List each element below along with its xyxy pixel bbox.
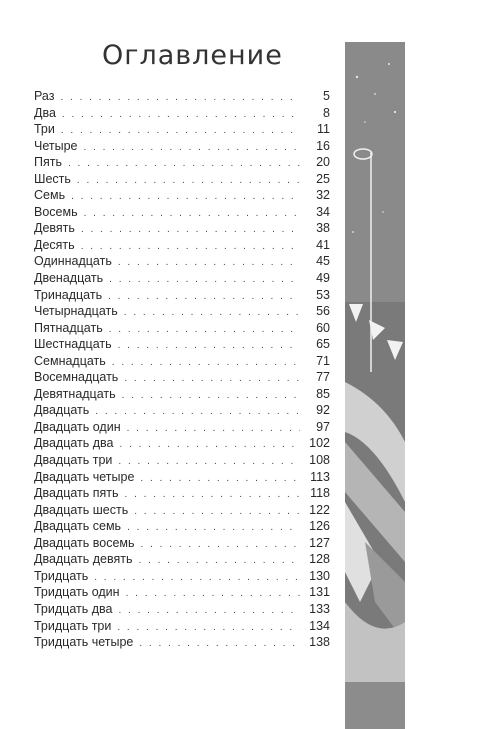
toc-leader-dots — [118, 603, 300, 620]
toc-entry — [34, 154, 330, 171]
toc-leader-dots — [83, 140, 300, 157]
toc-leader-dots — [124, 371, 300, 388]
toc-leader-dots — [109, 322, 300, 339]
toc-entry-label: Двадцать один — [34, 419, 121, 434]
toc-entry-label: Два — [34, 105, 56, 120]
toc-entry — [34, 287, 330, 304]
toc-entry-page: 97 — [316, 419, 330, 434]
table-of-contents — [34, 88, 330, 651]
toc-entry — [34, 320, 330, 337]
toc-entry — [34, 303, 330, 320]
toc-entry-page: 16 — [316, 138, 330, 153]
toc-entry — [34, 634, 330, 651]
toc-entry-label: Тридцать три — [34, 618, 112, 633]
toc-entry-page: 126 — [309, 519, 330, 534]
toc-entry-label: Восемь — [34, 204, 78, 219]
toc-entry-page: 45 — [316, 254, 330, 269]
toc-entry-page: 113 — [310, 469, 330, 484]
toc-leader-dots — [139, 636, 300, 653]
toc-entry-page: 138 — [309, 635, 330, 650]
toc-entry-label: Семнадцать — [34, 353, 106, 368]
toc-entry-label: Семь — [34, 188, 66, 203]
toc-leader-dots — [118, 338, 300, 355]
toc-entry-label: Четырнадцать — [34, 304, 118, 319]
toc-entry-label: Пять — [34, 155, 62, 170]
toc-entry — [34, 336, 330, 353]
toc-leader-dots — [62, 107, 300, 124]
toc-entry-label: Раз — [34, 89, 55, 103]
toc-entry — [34, 171, 330, 188]
toc-entry-label: Три — [34, 122, 55, 137]
toc-leader-dots — [127, 421, 300, 438]
toc-entry — [34, 502, 330, 519]
toc-entry — [34, 386, 330, 403]
toc-entry — [34, 187, 330, 204]
toc-entry-label: Тридцать один — [34, 585, 120, 600]
toc-entry-page: 127 — [309, 535, 330, 550]
toc-leader-dots — [118, 454, 300, 471]
toc-leader-dots — [120, 437, 300, 454]
toc-entry-label: Одиннадцать — [34, 254, 112, 269]
toc-leader-dots — [94, 570, 300, 587]
toc-entry-label: Двадцать восемь — [34, 535, 135, 550]
toc-entry — [34, 518, 330, 535]
toc-entry-label: Тринадцать — [34, 287, 103, 302]
toc-leader-dots — [125, 487, 300, 504]
decorative-illustration-strip — [345, 42, 405, 729]
toc-entry — [34, 535, 330, 552]
toc-leader-dots — [81, 222, 300, 239]
toc-entry-label: Шесть — [34, 171, 71, 186]
toc-entry-page: 133 — [309, 601, 330, 616]
toc-entry-page: 128 — [309, 552, 330, 567]
toc-entry-page: 77 — [316, 370, 330, 385]
toc-entry-page: 25 — [316, 171, 330, 186]
toc-entry — [34, 469, 330, 486]
toc-entry-label: Восемнадцать — [34, 370, 119, 385]
toc-entry — [34, 402, 330, 419]
toc-entry-label: Двадцать — [34, 403, 90, 418]
toc-entry — [34, 584, 330, 601]
toc-entry — [34, 237, 330, 254]
toc-entry-label: Девятнадцать — [34, 386, 116, 401]
toc-leader-dots — [81, 239, 300, 256]
toc-entry — [34, 121, 330, 138]
toc-entry-page: 122 — [309, 502, 330, 517]
toc-entry-page: 118 — [310, 486, 330, 501]
toc-entry-page: 41 — [316, 237, 330, 252]
toc-entry-label: Пятнадцать — [34, 320, 103, 335]
toc-entry — [34, 138, 330, 155]
toc-entry-page: 5 — [323, 89, 330, 103]
toc-leader-dots — [139, 553, 300, 570]
toc-leader-dots — [108, 289, 300, 306]
toc-leader-dots — [95, 404, 300, 421]
toc-entry-page: 71 — [316, 353, 330, 368]
toc-entry — [34, 270, 330, 287]
toc-entry-page: 65 — [316, 337, 330, 352]
toc-entry-label: Двенадцать — [34, 271, 104, 286]
toc-entry-label: Двадцать четыре — [34, 469, 135, 484]
toc-entry-page: 92 — [316, 403, 330, 418]
page-title: Оглавление — [102, 40, 283, 71]
toc-leader-dots — [61, 123, 300, 140]
toc-entry — [34, 551, 330, 568]
toc-entry — [34, 485, 330, 502]
toc-entry-page: 102 — [309, 436, 330, 451]
toc-entry-label: Десять — [34, 237, 75, 252]
toc-leader-dots — [77, 173, 300, 190]
toc-entry-page: 60 — [316, 320, 330, 335]
toc-entry-page: 38 — [316, 221, 330, 236]
toc-leader-dots — [124, 305, 300, 322]
toc-leader-dots — [122, 388, 300, 405]
toc-entry — [34, 204, 330, 221]
toc-entry-label: Двадцать шесть — [34, 502, 129, 517]
toc-entry-page: 108 — [309, 453, 330, 468]
toc-entry-label: Двадцать два — [34, 436, 114, 451]
toc-entry-label: Девять — [34, 221, 75, 236]
toc-entry-page: 56 — [316, 304, 330, 319]
toc-leader-dots — [126, 586, 300, 603]
toc-leader-dots — [60, 90, 300, 107]
toc-entry-page: 34 — [316, 204, 330, 219]
toc-entry-page: 8 — [323, 105, 330, 120]
toc-entry — [34, 452, 330, 469]
toc-entry — [34, 369, 330, 386]
toc-leader-dots — [68, 156, 300, 173]
toc-entry — [34, 253, 330, 270]
toc-leader-dots — [84, 206, 300, 223]
toc-entry-label: Двадцать девять — [34, 552, 133, 567]
toc-leader-dots — [134, 504, 300, 521]
toc-leader-dots — [71, 189, 300, 206]
toc-entry-page: 20 — [316, 155, 330, 170]
toc-entry-label: Тридцать — [34, 568, 89, 583]
toc-entry-page: 131 — [309, 585, 330, 600]
toc-entry-label: Шестнадцать — [34, 337, 112, 352]
toc-leader-dots — [112, 355, 300, 372]
toc-entry-page: 134 — [309, 618, 330, 633]
toc-entry — [34, 601, 330, 618]
toc-entry — [34, 435, 330, 452]
toc-entry-label: Тридцать четыре — [34, 635, 134, 650]
toc-entry — [34, 105, 330, 122]
toc-entry-page: 11 — [317, 122, 330, 137]
toc-leader-dots — [127, 520, 300, 537]
toc-entry — [34, 618, 330, 635]
toc-leader-dots — [141, 537, 300, 554]
toc-entry — [34, 419, 330, 436]
toc-leader-dots — [140, 471, 300, 488]
toc-entry — [34, 568, 330, 585]
toc-entry-label: Двадцать семь — [34, 519, 122, 534]
toc-entry-page: 130 — [309, 568, 330, 583]
toc-leader-dots — [109, 272, 300, 289]
toc-entry-page: 53 — [316, 287, 330, 302]
toc-entry-label: Двадцать пять — [34, 486, 119, 501]
toc-entry-page: 49 — [316, 271, 330, 286]
toc-entry — [34, 88, 330, 105]
toc-entry — [34, 353, 330, 370]
toc-entry — [34, 220, 330, 237]
toc-leader-dots — [117, 620, 300, 637]
toc-entry-page: 85 — [316, 386, 330, 401]
toc-entry-label: Тридцать два — [34, 601, 113, 616]
toc-entry-page: 32 — [316, 188, 330, 203]
toc-entry-label: Четыре — [34, 138, 78, 153]
toc-leader-dots — [118, 255, 300, 272]
toc-entry-label: Двадцать три — [34, 453, 113, 468]
